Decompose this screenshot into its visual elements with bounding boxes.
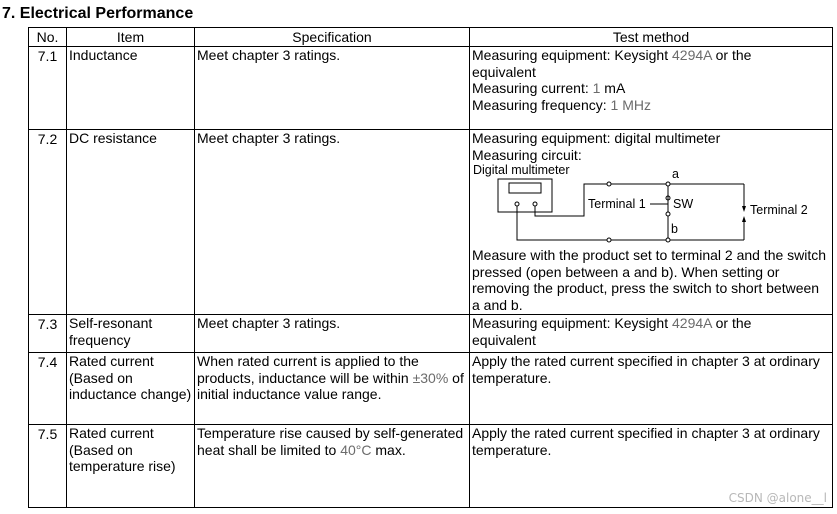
electrical-performance-table — [28, 27, 833, 508]
node-b-label: b — [671, 222, 678, 237]
terminal1-label: Terminal 1 — [588, 197, 646, 212]
spec-text: max. — [371, 441, 406, 458]
node-a — [666, 182, 670, 186]
spec-value: ±30% — [412, 369, 449, 386]
row-item: DC resistance — [67, 130, 195, 315]
row-method: Apply the rated current specified in chapter 3 at ordinary temperature. — [470, 353, 833, 425]
row-method — [470, 130, 833, 315]
method-text: Measuring frequency: — [472, 96, 611, 113]
spec-value: 40°C — [340, 441, 372, 458]
header-specification: Specification — [195, 28, 470, 47]
row-item: Rated current (Based on inductance change) — [67, 353, 195, 425]
method-text: Measuring equipment: Keysight — [472, 47, 672, 63]
model-number: 4294A — [672, 47, 712, 63]
terminal2-label: Terminal 2 — [750, 203, 808, 218]
row-spec: Meet chapter 3 ratings. — [195, 47, 470, 130]
method-text: equivalent — [472, 63, 536, 80]
wire-node — [607, 182, 611, 186]
multimeter-display — [509, 183, 541, 193]
row-no: 7.5 — [29, 425, 67, 508]
row-method — [470, 47, 833, 130]
table-row — [29, 425, 833, 508]
row-spec: Meet chapter 3 ratings. — [195, 130, 470, 315]
table-row — [29, 353, 833, 425]
row-spec — [195, 425, 470, 508]
method-text: equivalent — [472, 331, 536, 348]
section-title: 7. Electrical Performance — [2, 5, 194, 22]
header-test-method: Test method — [470, 28, 833, 47]
row-item: Rated current (Based on temperature rise) — [67, 425, 195, 508]
node-a-label: a — [672, 167, 679, 182]
node-b — [666, 238, 670, 242]
method-text: Measuring equipment: Keysight — [472, 315, 672, 331]
measuring-circuit-diagram — [472, 163, 817, 246]
row-spec — [195, 353, 470, 425]
row-no: 7.4 — [29, 353, 67, 425]
method-text: Measuring circuit: — [472, 146, 582, 163]
multimeter-body — [498, 179, 552, 212]
method-text: or the — [711, 315, 752, 331]
method-text: Measuring current: — [472, 80, 593, 97]
table-row — [29, 130, 833, 315]
row-method — [470, 315, 833, 353]
row-spec: Meet chapter 3 ratings. — [195, 315, 470, 353]
row-no: 7.1 — [29, 47, 67, 130]
method-text: mA — [600, 80, 626, 97]
table-row — [29, 47, 833, 130]
row-item: Self-resonant frequency — [67, 315, 195, 353]
current-value: 1 — [592, 80, 601, 97]
header-no: No. — [29, 28, 67, 47]
watermark: CSDN @alone__l — [728, 491, 827, 505]
method-text: Measuring equipment: digital multimeter — [472, 130, 721, 146]
method-text: or the — [711, 47, 752, 63]
switch-contact — [666, 212, 670, 216]
row-item: Inductance — [67, 47, 195, 130]
probe-terminal-right — [533, 202, 537, 206]
model-number: 4294A — [672, 315, 712, 331]
row-method: Apply the rated current specified in chapter 3 at ordinary temperature. — [470, 425, 833, 508]
spec-text: Temperature rise caused by self-generated heat shall be limited to — [197, 425, 464, 458]
table-row — [29, 315, 833, 353]
wire-node — [607, 238, 611, 242]
frequency-value: 1 MHz — [610, 96, 651, 113]
spec-text: of initial inductance value range. — [197, 369, 464, 403]
row-no: 7.3 — [29, 315, 67, 353]
header-item: Item — [67, 28, 195, 47]
terminal2-arrow-bottom — [742, 216, 746, 222]
digital-multimeter-label: Digital multimeter — [473, 163, 570, 178]
header-row — [29, 28, 833, 47]
probe-terminal-left — [515, 202, 519, 206]
switch-label: SW — [673, 197, 694, 212]
row-no: 7.2 — [29, 130, 67, 315]
method-note: Measure with the product set to terminal 2 and the switch pressed (open between a and b). When setting or removing the product, press the switch to short between a and b. — [472, 247, 827, 313]
spec-text: When rated current is applied to the products, inductance will be within — [197, 353, 419, 386]
terminal2-arrow-top — [742, 206, 746, 212]
wire-bottom — [517, 206, 668, 240]
